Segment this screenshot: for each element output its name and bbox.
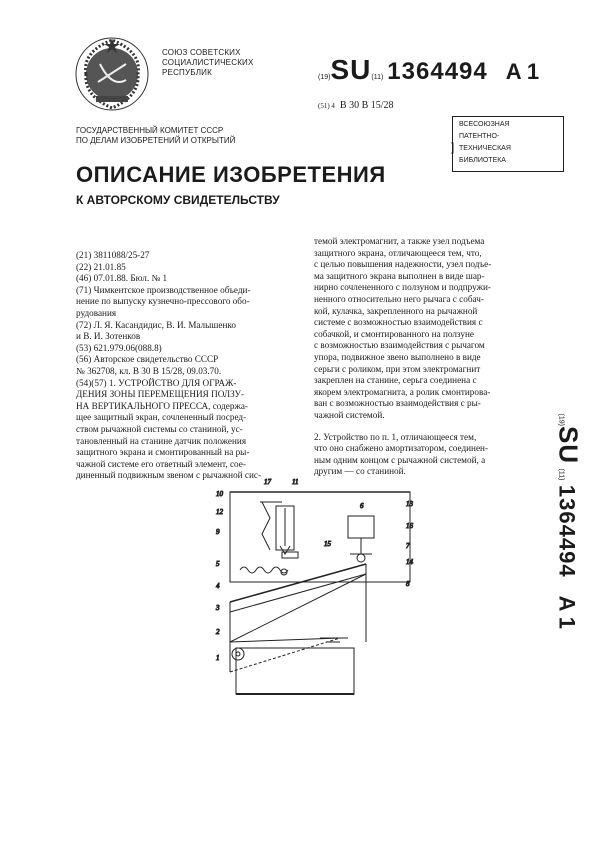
drawing-label: 2 bbox=[216, 628, 220, 636]
drawing-label: 12 bbox=[216, 508, 223, 516]
drawing-label: 8 bbox=[406, 580, 410, 588]
text-line: нирно сочлененного с ползуном и подпружи- bbox=[314, 282, 491, 293]
committee-line: ПО ДЕЛАМ ИЗОБРЕТЕНИЙ И ОТКРЫТИЙ bbox=[76, 136, 236, 145]
text-line: ма защитного экрана выполнен в виде шар- bbox=[314, 270, 485, 281]
committee-line: ГОСУДАРСТВЕННЫЙ КОМИТЕТ СССР bbox=[76, 126, 224, 135]
ipc-value: B 30 B 15/28 bbox=[339, 100, 394, 111]
text-line: (56) Авторское свидетельство СССР bbox=[76, 354, 219, 365]
drawing-label: 6 bbox=[360, 502, 364, 510]
text-line: защитного экрана и смонтированный на ры- bbox=[76, 447, 250, 458]
library-stamp bbox=[452, 116, 564, 172]
text-line: (54)(57) 1. УСТРОЙСТВО ДЛЯ ОГРАЖ- bbox=[76, 377, 237, 388]
technical-drawing bbox=[200, 462, 432, 712]
text-line: что оно снабжено амортизатором, соединен- bbox=[314, 443, 489, 454]
patent-number-vertical: 1364494 bbox=[554, 484, 580, 578]
drawing-label: 3 bbox=[216, 604, 220, 612]
text-line: серьги с роликом, при этом электромагнит bbox=[314, 363, 481, 374]
ussr-emblem bbox=[72, 34, 152, 114]
patent-kind: A 1 bbox=[505, 59, 540, 84]
text-line: ством рычажной системы со станиной, ус- bbox=[76, 423, 243, 434]
text-line: тановленный на станине датчик положения bbox=[76, 435, 247, 446]
stamp-line: ТЕХНИЧЕСКАЯ bbox=[459, 145, 511, 152]
text-line: НА ВЕРТИКАЛЬНОГО ПРЕССА, содержа- bbox=[76, 400, 248, 411]
text-line: ным одним концом с рычажной системой, а bbox=[314, 454, 486, 465]
text-line: диненный подвижным звеном с рычажной сис- bbox=[76, 470, 262, 481]
text-line: (53) 621.979.06(088.8) bbox=[76, 342, 162, 353]
text-line: закреплен на станине, серьга соединена с bbox=[314, 375, 477, 386]
stamp-bracket: ] bbox=[451, 140, 455, 154]
text-line: защитного экрана, отличающееся тем, что, bbox=[314, 247, 482, 258]
claims-text bbox=[314, 236, 546, 478]
text-line: темой электромагнит, а также узел подъема bbox=[314, 236, 485, 246]
org-name bbox=[162, 48, 254, 78]
country-code-vertical: SU bbox=[553, 425, 584, 465]
country-code: SU bbox=[330, 54, 372, 85]
ipc-code: (51) 4 bbox=[318, 102, 335, 110]
code-19: (19) bbox=[318, 74, 331, 81]
bibliographic-data bbox=[76, 250, 298, 482]
drawing-label: 1 bbox=[216, 654, 220, 662]
committee-name bbox=[76, 126, 235, 146]
drawing-label: 17 bbox=[264, 478, 271, 486]
text-line: якорем электромагнита, а ролик смонтирова- bbox=[314, 386, 491, 397]
text-line: с целью повышения надежности, узел подъе- bbox=[314, 259, 492, 270]
stamp-line: ВСЕСОЮЗНАЯ bbox=[459, 121, 510, 128]
drawing-label: 7 bbox=[406, 542, 410, 550]
code-11: (11) bbox=[371, 74, 384, 81]
text-line: и В. И. Зотенков bbox=[76, 331, 141, 342]
org-line: СОЮЗ СОВЕТСКИХ bbox=[162, 48, 241, 57]
drawing-label: 15 bbox=[324, 540, 331, 548]
ipc-classification bbox=[318, 100, 394, 111]
drawing-label: 13 bbox=[406, 500, 413, 508]
patent-kind-vertical: A 1 bbox=[554, 595, 580, 629]
patent-number: 1364494 bbox=[387, 58, 488, 85]
stamp-line: ПАТЕНТНО- bbox=[459, 133, 500, 140]
text-line: 2. Устройство по п. 1, отличающееся тем, bbox=[314, 431, 477, 442]
drawing-label: 4 bbox=[216, 582, 220, 590]
text-line: рудования bbox=[76, 307, 117, 318]
drawing-label: 11 bbox=[292, 478, 299, 486]
document-subtitle: К АВТОРСКОМУ СВИДЕТЕЛЬСТВУ bbox=[76, 193, 280, 207]
text-line: кой, кулачка, закрепленного на рычажной bbox=[314, 305, 478, 316]
drawing-label: 9 bbox=[216, 528, 220, 536]
patent-number-header bbox=[318, 54, 578, 90]
text-line: ненного относительно него рычага с собач- bbox=[314, 293, 484, 304]
text-line: (72) Л. Я. Касандидис, В. И. Малышенко bbox=[76, 319, 236, 330]
text-line: (22) 21.01.85 bbox=[76, 261, 126, 272]
text-line: (46) 07.01.88. Бюл. № 1 bbox=[76, 273, 168, 284]
code-11-vertical: (11) bbox=[557, 468, 565, 481]
text-line: чажной системой. bbox=[314, 409, 385, 420]
drawing-label: 10 bbox=[216, 490, 223, 498]
drawing-label: 5 bbox=[216, 560, 220, 568]
drawing-label: 14 bbox=[406, 558, 413, 566]
text-line: другим — со станиной. bbox=[314, 466, 406, 477]
drawing-label: 16 bbox=[406, 522, 413, 530]
text-line: чажной системе его ответный элемент, сое- bbox=[76, 458, 246, 469]
document-title: ОПИСАНИЕ ИЗОБРЕТЕНИЯ bbox=[76, 162, 386, 187]
org-line: РЕСПУБЛИК bbox=[162, 68, 212, 77]
text-line: (21) 3811088/25-27 bbox=[76, 250, 150, 260]
text-line: нение по выпуску кузнечно-прессового обо- bbox=[76, 296, 250, 307]
text-line: с возможностью взаимодействия с рычагом bbox=[314, 340, 485, 351]
text-line: ДЕНИЯ ЗОНЫ ПЕРЕМЕЩЕНИЯ ПОЛЗУ- bbox=[76, 389, 245, 400]
text-line: щее защитный экран, сочлененный посред- bbox=[76, 412, 247, 423]
text-line: системе с возможностью взаимодействия с bbox=[314, 317, 483, 328]
text-line: собачкой, и смонтированного на ползуне bbox=[314, 328, 474, 339]
text-line: упора, подвижное звено выполнено в виде bbox=[314, 351, 481, 362]
stamp-line: БИБЛИОТЕКА bbox=[459, 157, 506, 164]
org-line: СОЦИАЛИСТИЧЕСКИХ bbox=[162, 58, 254, 67]
text-line: ван с возможностью взаимодействия с ры- bbox=[314, 398, 481, 409]
text-line: (71) Чимкентское производственное объеди- bbox=[76, 284, 251, 295]
code-19-vertical: (19) bbox=[557, 413, 565, 426]
text-line: № 362708, кл. В 30 В 15/28, 09.03.70. bbox=[76, 365, 222, 376]
vertical-patent-number bbox=[548, 413, 588, 678]
